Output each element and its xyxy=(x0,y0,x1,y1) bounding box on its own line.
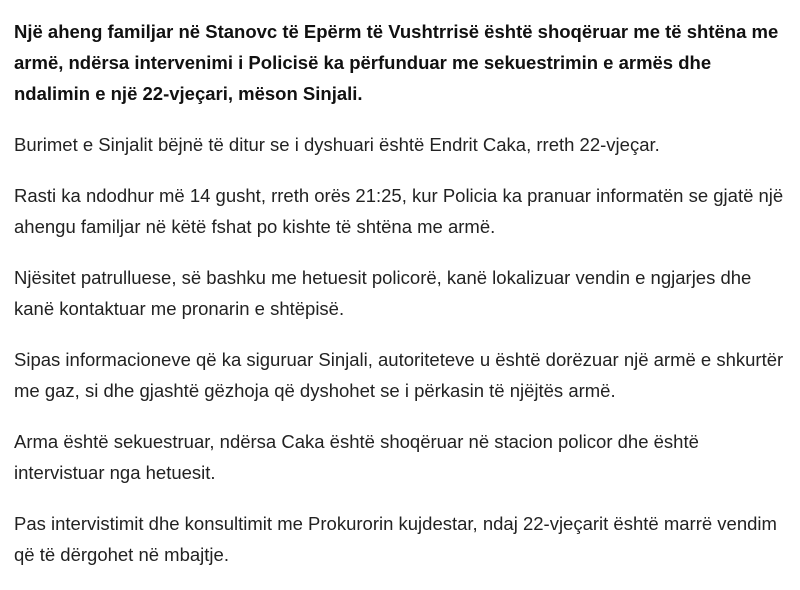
article-paragraph: Njësitet patrulluese, së bashku me hetuesit policorë, kanë lokalizuar vendin e ngjarjes dhe kanë kontaktuar me pronarin e shtëpisë. xyxy=(14,267,752,319)
article-paragraph: Burimet e Sinjalit bëjnë të ditur se i dyshuari është Endrit Caka, rreth 22-vjeçar. xyxy=(14,134,660,155)
article-paragraph: Sipas informacioneve që ka siguruar Sinjali, autoriteteve u është dorëzuar një armë e shkurtër me gaz, si dhe gjashtë gëzhoja që dyshohet se i përkasin të njëjtës armë. xyxy=(14,349,784,401)
article-paragraph: Arma është sekuestruar, ndërsa Caka është shoqëruar në stacion policor dhe është intervistuar nga hetuesit. xyxy=(14,431,699,483)
article-paragraph: Rasti ka ndodhur më 14 gusht, rreth orës 21:25, kur Policia ka pranuar informatën se gjatë një ahengu familjar në këtë fshat po kishte të shtëna me armë. xyxy=(14,185,784,237)
article-paragraph: Pas intervistimit dhe konsultimit me Prokurorin kujdestar, ndaj 22-vjeçarit është marrë vendim që të dërgohet në mbajtje. xyxy=(14,513,777,565)
article-lead: Një aheng familjar në Stanovc të Epërm të Vushtrrisë është shoqëruar me të shtëna me armë, ndërsa intervenimi i Policisë ka përfunduar me sekuestrimin e armës dhe ndalimin e një 22-vjeçari, mëson Sinjali. xyxy=(14,21,779,104)
